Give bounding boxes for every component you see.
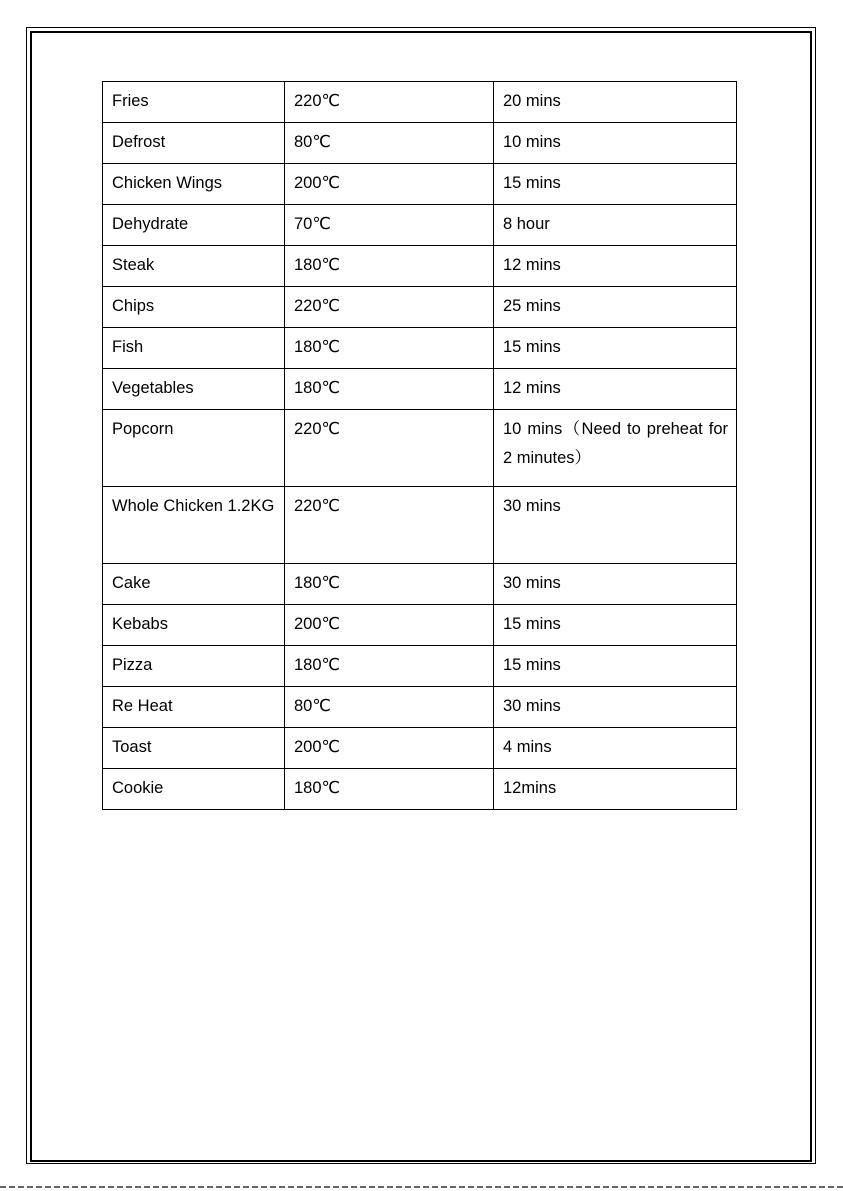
time-cell: 15 mins (494, 646, 737, 687)
temperature-cell: 200℃ (285, 164, 494, 205)
food-cell: Chicken Wings (103, 164, 285, 205)
temperature-cell: 180℃ (285, 246, 494, 287)
time-cell: 30 mins (494, 687, 737, 728)
food-cell: Chips (103, 287, 285, 328)
time-cell: 15 mins (494, 605, 737, 646)
food-cell: Pizza (103, 646, 285, 687)
time-cell: 30 mins (494, 487, 737, 564)
time-cell: 10 mins（Need to preheat for 2 minutes） (494, 410, 737, 487)
food-cell: Kebabs (103, 605, 285, 646)
food-cell: Whole Chicken 1.2KG (103, 487, 285, 564)
page-bottom-dashed-line (0, 1186, 843, 1188)
temperature-cell: 180℃ (285, 564, 494, 605)
table-row (103, 369, 737, 410)
table-row (103, 769, 737, 810)
table-row (103, 487, 737, 564)
time-cell: 30 mins (494, 564, 737, 605)
food-cell: Dehydrate (103, 205, 285, 246)
time-cell: 12 mins (494, 369, 737, 410)
food-cell: Re Heat (103, 687, 285, 728)
food-cell: Cake (103, 564, 285, 605)
time-cell: 12 mins (494, 246, 737, 287)
temperature-cell: 180℃ (285, 328, 494, 369)
table-row (103, 123, 737, 164)
table-row (103, 728, 737, 769)
food-cell: Cookie (103, 769, 285, 810)
time-cell: 4 mins (494, 728, 737, 769)
time-cell: 15 mins (494, 164, 737, 205)
table-row (103, 205, 737, 246)
temperature-cell: 80℃ (285, 687, 494, 728)
table-row (103, 410, 737, 487)
temperature-cell: 220℃ (285, 82, 494, 123)
table-row (103, 687, 737, 728)
table-row (103, 246, 737, 287)
food-cell: Fish (103, 328, 285, 369)
temperature-cell: 180℃ (285, 646, 494, 687)
food-cell: Fries (103, 82, 285, 123)
temperature-cell: 220℃ (285, 410, 494, 487)
time-cell: 8 hour (494, 205, 737, 246)
time-cell: 25 mins (494, 287, 737, 328)
temperature-cell: 180℃ (285, 369, 494, 410)
table-row (103, 646, 737, 687)
food-cell: Popcorn (103, 410, 285, 487)
table-row (103, 287, 737, 328)
food-cell: Steak (103, 246, 285, 287)
time-cell: 12mins (494, 769, 737, 810)
time-cell: 10 mins (494, 123, 737, 164)
temperature-cell: 180℃ (285, 769, 494, 810)
table-row (103, 328, 737, 369)
temperature-cell: 80℃ (285, 123, 494, 164)
temperature-cell: 200℃ (285, 605, 494, 646)
cooking-guide-table (102, 81, 737, 810)
temperature-cell: 220℃ (285, 287, 494, 328)
time-cell: 20 mins (494, 82, 737, 123)
table-row (103, 564, 737, 605)
temperature-cell: 200℃ (285, 728, 494, 769)
food-cell: Toast (103, 728, 285, 769)
time-cell: 15 mins (494, 328, 737, 369)
table-row (103, 164, 737, 205)
table-row (103, 82, 737, 123)
food-cell: Vegetables (103, 369, 285, 410)
food-cell: Defrost (103, 123, 285, 164)
temperature-cell: 220℃ (285, 487, 494, 564)
temperature-cell: 70℃ (285, 205, 494, 246)
table-row (103, 605, 737, 646)
